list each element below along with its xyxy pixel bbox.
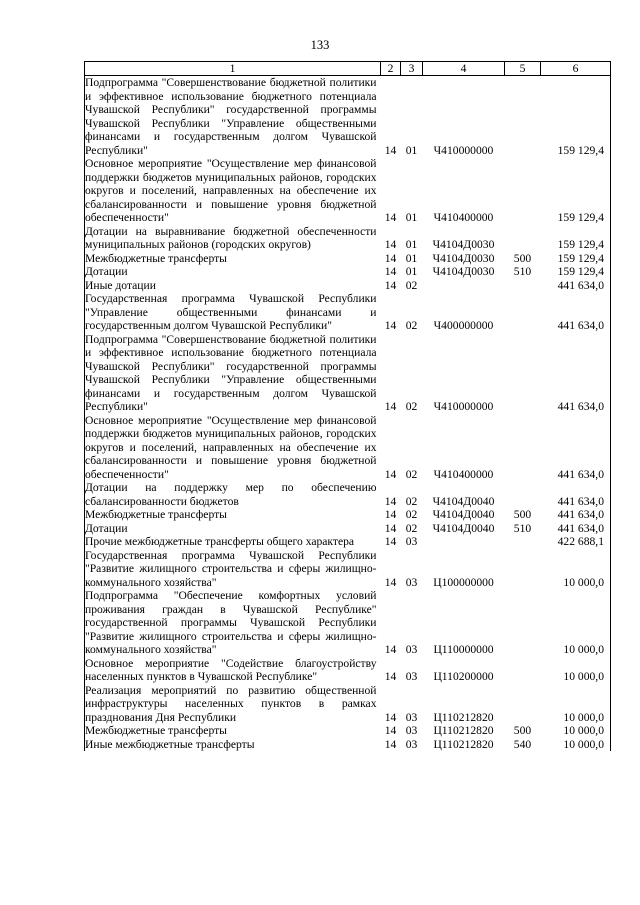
target-article-cell: Ч4104Д0040 (432, 494, 495, 508)
expense-type-cell: 500 (513, 724, 532, 737)
amount-cell: 10 000,0 (541, 657, 611, 684)
expense-name-cell: Государственная программа Чувашской Республики "Управление общественными финансами и государственным долгом Чувашской Республики" (85, 292, 381, 333)
expense-name-cell: Основное мероприятие "Осуществление мер финансовой поддержки бюджетов муниципальных районов, городских округов и поселений, направленных на обеспечение их сбалансированности и повышение уровня бюджетной обеспеченности" (85, 157, 381, 225)
target-article-cell: Ч410000000 (433, 400, 494, 413)
subsection-code-cell: 03 (405, 724, 418, 737)
amount-cell: 441 634,0 (541, 481, 611, 508)
target-article-cell: Ч4104Д0040 (432, 508, 495, 521)
table-row (85, 225, 611, 252)
target-article-cell: Ч4104Д0030 (432, 265, 495, 278)
target-article-cell: Ч410000000 (433, 143, 494, 157)
section-code-cell: 14 (384, 521, 397, 535)
target-article-cell: Ч4104Д0030 (432, 251, 495, 265)
section-code-cell: 14 (384, 319, 397, 332)
page-number: 133 (310, 38, 330, 52)
expense-type-cell (505, 684, 541, 725)
target-article-cell: Ч4104Д0030 (432, 238, 495, 251)
table-row (85, 535, 611, 549)
amount-cell: 441 634,0 (541, 279, 611, 293)
section-code-cell: 14 (384, 265, 397, 278)
section-code-cell: 14 (384, 400, 397, 413)
amount-cell: 10 000,0 (541, 724, 611, 738)
subsection-code-cell: 02 (405, 278, 418, 292)
table-row (85, 522, 611, 536)
target-article-cell: Ц110212820 (433, 710, 494, 724)
table-row (85, 657, 611, 684)
target-article-cell: Ч4104Д0040 (432, 521, 495, 535)
expense-type-cell (505, 76, 541, 158)
table-row (85, 508, 611, 522)
subsection-code-cell: 01 (405, 265, 418, 278)
amount-cell: 159 129,4 (541, 265, 611, 279)
expense-type-cell (505, 549, 541, 590)
expense-name-cell: Подпрограмма "Совершенствование бюджетной политики и эффективное использование бюджетного потенциала Чувашской Республики" государственной программы Чувашской Республики "Управление общественными финансами и государственным долгом Чувашской Республики" (85, 333, 381, 414)
budget-table (84, 61, 611, 751)
column-header-4: 4 (423, 62, 505, 76)
table-row (85, 589, 611, 657)
table-row (85, 684, 611, 725)
table-row (85, 265, 611, 279)
expense-type-cell (505, 414, 541, 482)
table-row (85, 252, 611, 266)
expense-name-cell: Дотации (85, 265, 381, 279)
amount-cell: 441 634,0 (541, 292, 611, 333)
section-code-cell: 14 (384, 251, 397, 265)
expense-name-cell: Подпрограмма "Обеспечение комфортных условий проживания граждан в Чувашской Республике" государственной программы Чувашской Республики "Развитие жилищного строительства и сферы жилищно-коммунального хозяйства" (85, 589, 381, 657)
amount-cell: 159 129,4 (541, 225, 611, 252)
target-article-cell: Ц110212820 (433, 737, 494, 751)
table-row (85, 724, 611, 738)
subsection-code-cell: 02 (405, 494, 418, 508)
subsection-code-cell: 01 (405, 143, 418, 157)
amount-cell: 10 000,0 (541, 684, 611, 725)
target-article-cell: Ч400000000 (433, 319, 494, 332)
subsection-code-cell: 01 (405, 211, 418, 224)
column-header-3: 3 (401, 62, 423, 76)
expense-type-cell (505, 279, 541, 293)
amount-cell: 10 000,0 (541, 589, 611, 657)
expense-type-cell (505, 535, 541, 549)
subsection-code-cell: 03 (405, 710, 418, 724)
table-row (85, 76, 611, 158)
expense-name-cell: Основное мероприятие "Содействие благоустройству населенных пунктов в Чувашской Республике" (85, 657, 381, 684)
subsection-code-cell: 01 (405, 251, 418, 265)
column-header-5: 5 (505, 62, 541, 76)
table-row (85, 292, 611, 333)
expense-type-cell: 510 (513, 521, 532, 535)
target-article-cell (423, 535, 505, 549)
expense-name-cell: Иные межбюджетные трансферты (85, 738, 381, 752)
expense-name-cell: Основное мероприятие "Осуществление мер финансовой поддержки бюджетов муниципальных районов, городских округов и поселений, направленных на обеспечение их сбалансированности и повышение уровня бюджетной обеспеченности" (85, 414, 381, 482)
subsection-code-cell: 03 (405, 535, 418, 548)
expense-type-cell: 500 (513, 508, 532, 521)
subsection-code-cell: 02 (405, 508, 418, 521)
subsection-code-cell: 02 (405, 319, 418, 332)
target-article-cell: Ц110212820 (433, 724, 494, 737)
expense-type-cell: 540 (513, 737, 532, 751)
table-header (85, 62, 611, 76)
subsection-code-cell: 03 (405, 670, 418, 683)
section-code-cell: 14 (384, 643, 397, 656)
subsection-code-cell: 03 (405, 737, 418, 751)
table-row (85, 333, 611, 414)
expense-type-cell (505, 157, 541, 225)
section-code-cell: 14 (384, 508, 397, 521)
section-code-cell: 14 (384, 670, 397, 683)
target-article-cell: Ч410400000 (433, 467, 494, 481)
target-article-cell: Ц100000000 (433, 575, 494, 589)
expense-type-cell (505, 481, 541, 508)
subsection-code-cell: 03 (405, 575, 418, 589)
amount-cell: 441 634,0 (541, 508, 611, 522)
expense-name-cell: Реализация мероприятий по развитию общественной инфраструктуры населенных пунктов в рамках празднования Дня Республики (85, 684, 381, 725)
amount-cell: 10 000,0 (541, 738, 611, 752)
table-row (85, 279, 611, 293)
expense-type-cell (505, 225, 541, 252)
subsection-code-cell: 02 (405, 467, 418, 481)
section-code-cell: 14 (384, 467, 397, 481)
expense-type-cell (505, 292, 541, 333)
table-row (85, 157, 611, 225)
section-code-cell: 14 (384, 211, 397, 224)
amount-cell: 159 129,4 (541, 76, 611, 158)
expense-name-cell: Иные дотации (85, 279, 381, 293)
expense-type-cell: 510 (513, 265, 532, 278)
amount-cell: 159 129,4 (541, 252, 611, 266)
expense-name-cell: Межбюджетные трансферты (85, 724, 381, 738)
target-article-cell (423, 279, 505, 293)
amount-cell: 441 634,0 (541, 333, 611, 414)
expense-name-cell: Дотации на поддержку мер по обеспечению сбалансированности бюджетов (85, 481, 381, 508)
section-code-cell: 14 (384, 724, 397, 737)
target-article-cell: Ч410400000 (433, 211, 494, 224)
subsection-code-cell: 02 (405, 521, 418, 535)
column-header-1: 1 (85, 62, 381, 76)
amount-cell: 422 688,1 (541, 535, 611, 549)
table-row (85, 549, 611, 590)
amount-cell: 441 634,0 (541, 414, 611, 482)
column-header-2: 2 (381, 62, 401, 76)
table-row (85, 414, 611, 482)
expense-name-cell: Межбюджетные трансферты (85, 508, 381, 522)
amount-cell: 159 129,4 (541, 157, 611, 225)
expense-name-cell: Прочие межбюджетные трансферты общего характера (85, 535, 381, 549)
subsection-code-cell: 02 (405, 400, 418, 413)
target-article-cell: Ц110200000 (433, 670, 494, 683)
subsection-code-cell: 03 (405, 643, 418, 656)
table-body (85, 76, 611, 752)
section-code-cell: 14 (384, 143, 397, 157)
section-code-cell: 14 (384, 238, 397, 251)
table-row (85, 738, 611, 752)
expense-name-cell: Дотации на выравнивание бюджетной обеспеченности муниципальных районов (городских округов) (85, 225, 381, 252)
section-code-cell: 14 (384, 494, 397, 508)
amount-cell: 10 000,0 (541, 549, 611, 590)
section-code-cell: 14 (384, 535, 397, 548)
expense-name-cell: Подпрограмма "Совершенствование бюджетной политики и эффективное использование бюджетного потенциала Чувашской Республики" государственной программы Чувашской Республики "Управление общественными финансами и государственным долгом Чувашской Республики" (85, 76, 381, 158)
expense-type-cell (505, 589, 541, 657)
section-code-cell: 14 (384, 737, 397, 751)
expense-name-cell: Государственная программа Чувашской Республики "Развитие жилищного строительства и сферы жилищно-коммунального хозяйства" (85, 549, 381, 590)
expense-name-cell: Дотации (85, 522, 381, 536)
expense-type-cell (505, 333, 541, 414)
section-code-cell: 14 (384, 575, 397, 589)
expense-type-cell (505, 657, 541, 684)
expense-name-cell: Межбюджетные трансферты (85, 252, 381, 266)
subsection-code-cell: 01 (405, 238, 418, 251)
section-code-cell: 14 (384, 278, 397, 292)
table-row (85, 481, 611, 508)
target-article-cell: Ц110000000 (433, 643, 494, 656)
expense-type-cell: 500 (513, 251, 532, 265)
amount-cell: 441 634,0 (541, 522, 611, 536)
section-code-cell: 14 (384, 710, 397, 724)
column-header-6: 6 (541, 62, 611, 76)
